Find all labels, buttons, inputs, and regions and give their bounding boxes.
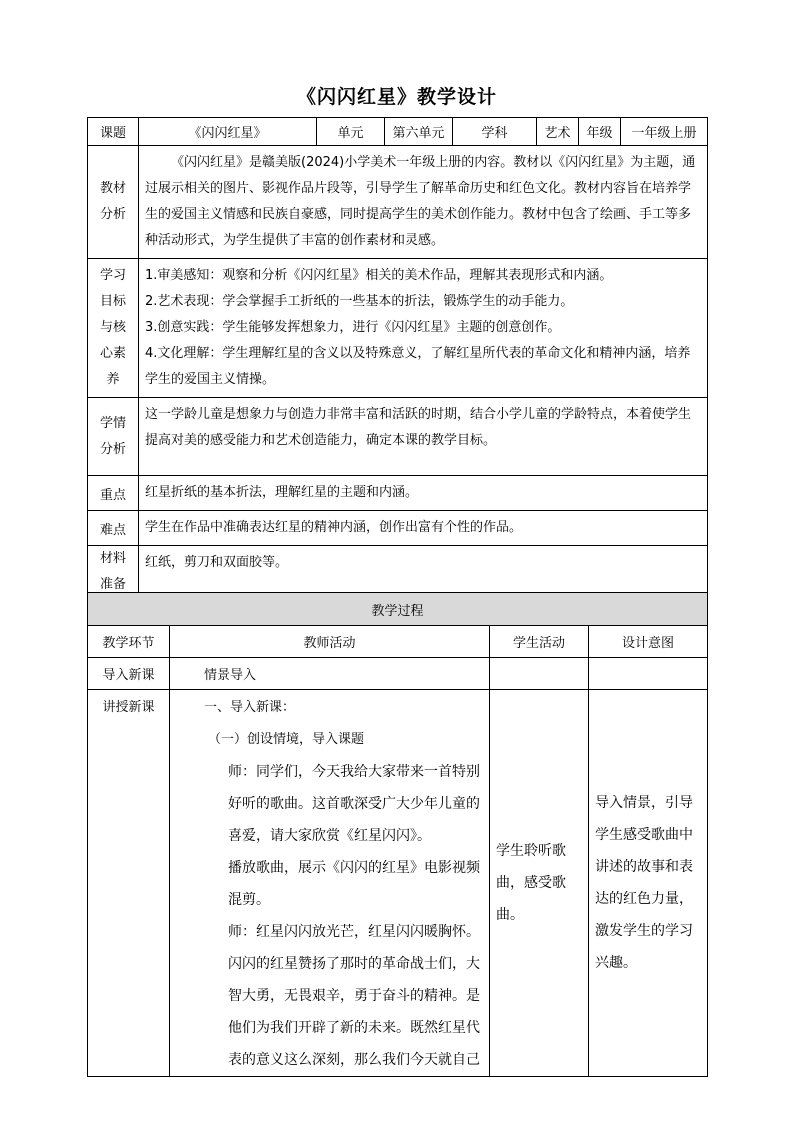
objective-item: 4.文化理解：学生理解红星的含义以及特殊意义，了解红星所代表的革命文化和精神内涵，培养学生的爱国主义情操。 — [145, 346, 691, 387]
teacher-line: 播放歌曲，展示《闪闪的红星》电影视频混剪。 — [228, 860, 480, 908]
teacher-line: 师：同学们，今天我给大家带来一首特别好听的歌曲。这首歌深受广大少年儿童的喜爱，请大家欣赏《红星闪闪》。 — [228, 764, 480, 844]
objectives-list — [139, 259, 708, 398]
teach-student-activity: 学生聆听歌曲，感受歌曲。 — [490, 690, 589, 1077]
info-table — [87, 117, 708, 625]
teach-teacher-activity — [170, 690, 490, 1077]
materials-label — [88, 546, 139, 599]
student-analysis-text: 这一学龄儿童是想象力与创造力非常丰富和活跃的时期，结合小学儿童的学龄特点，本着使学生提高对美的感受能力和艺术创造能力，确定本课的教学目标。 — [139, 398, 708, 476]
teacher-line: （一）创设情境，导入课题 — [208, 732, 365, 747]
intro-teacher-activity: 情景导入 — [170, 658, 490, 690]
subject-value: 艺术 — [537, 118, 579, 146]
objective-item: 2.艺术表现：学会掌握手工折纸的一些基本的折法，锻炼学生的动手能力。 — [145, 294, 574, 309]
objective-item: 3.创意实践：学生能够发挥想象力，进行《闪闪红星》主题的创意创作。 — [145, 320, 561, 335]
objectives-label-text: 学习目标与核心素养 — [99, 268, 126, 387]
difficulty-text: 学生在作品中准确表达红星的精神内涵，创作出富有个性的作品。 — [139, 511, 708, 546]
key-point-text: 红星折纸的基本折法，理解红星的主题和内涵。 — [139, 476, 708, 511]
student-analysis-label — [88, 398, 139, 476]
subject-label: 学科 — [453, 118, 537, 146]
intro-design-intent — [589, 658, 708, 690]
process-table — [87, 592, 708, 1077]
materials-text: 红纸，剪刀和双面胶等。 — [139, 546, 708, 599]
column-header-intent: 设计意图 — [589, 626, 708, 658]
objectives-label — [88, 259, 139, 398]
intro-student-activity — [490, 658, 589, 690]
intro-stage: 导入新课 — [88, 658, 170, 690]
material-analysis-label-text: 教材分析 — [99, 181, 126, 222]
process-header: 教学过程 — [88, 593, 708, 626]
column-header-stage: 教学环节 — [88, 626, 170, 658]
teacher-line: 师：红星闪闪放光芒，红星闪闪暖胸怀。闪闪的红星赞扬了那时的革命战士们，大智大勇，无畏艰辛，勇于奋斗的精神。是他们为我们开辟了新的未来。既然红星代表的意义这么深刻，那么我们今天就自己 — [228, 924, 480, 1068]
column-header-teacher: 教师活动 — [170, 626, 490, 658]
grade-value: 一年级上册 — [621, 118, 708, 146]
teacher-line: 一、导入新课： — [204, 700, 296, 715]
unit-label: 单元 — [317, 118, 385, 146]
course-value: 《闪闪红星》 — [139, 118, 317, 146]
key-point-label: 重点 — [88, 476, 139, 511]
course-label: 课题 — [88, 118, 139, 146]
student-analysis-label-text: 学情分析 — [99, 415, 126, 457]
objective-item: 1.审美感知：观察和分析《闪闪红星》相关的美术作品，理解其表现形式和内涵。 — [145, 268, 613, 283]
materials-label-text: 材料准备 — [99, 551, 126, 592]
teach-design-intent: 导入情景，引导学生感受歌曲中讲述的故事和表达的红色力量，激发学生的学习兴趣。 — [589, 690, 708, 1077]
document-title: 《闪闪红星》教学设计 — [296, 86, 497, 108]
unit-value: 第六单元 — [385, 118, 453, 146]
column-header-student: 学生活动 — [490, 626, 589, 658]
grade-label: 年级 — [579, 118, 621, 146]
material-analysis-label — [88, 146, 139, 259]
difficulty-label: 难点 — [88, 511, 139, 546]
material-analysis-text: 《闪闪红星》是赣美版(2024)小学美术一年级上册的内容。教材以《闪闪红星》为主题，通过展示相关的图片、影视作品片段等，引导学生了解革命历史和红色文化。教材内容旨在培养学生的爱国主义情感和民族自豪感，同时提高学生的美术创作能力。教材中包含了绘画、手工等多种活动形式，为学生提供了丰富的创作素材和灵感。 — [139, 146, 708, 259]
teach-stage: 讲授新课 — [88, 690, 170, 1077]
